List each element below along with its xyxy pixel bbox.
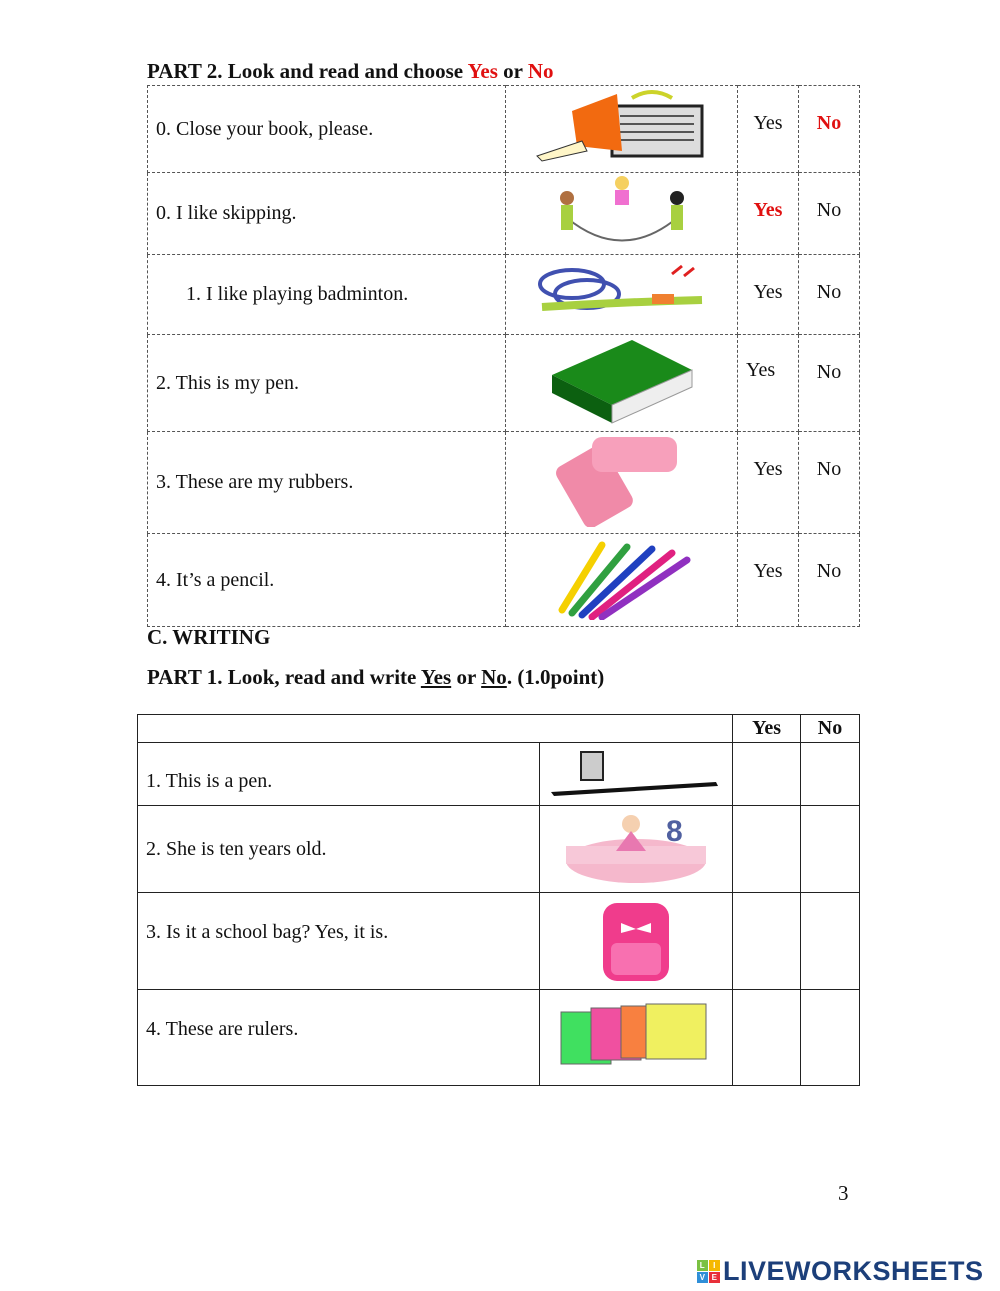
yes-answer-cell[interactable] bbox=[733, 990, 801, 1086]
table-row bbox=[138, 893, 860, 990]
yes-option[interactable]: Yes bbox=[738, 255, 799, 335]
title-or: or bbox=[451, 665, 482, 689]
sentence: 0. I like skipping. bbox=[148, 173, 506, 255]
no-answer-cell[interactable] bbox=[801, 743, 860, 806]
sentence: 3. These are my rubbers. bbox=[148, 432, 506, 534]
brand-name: LIVEWORKSHEETS bbox=[723, 1256, 984, 1286]
yes-answer-cell[interactable] bbox=[733, 806, 801, 893]
title-text: PART 1. Look, read and write bbox=[147, 665, 421, 689]
yes-answer-cell[interactable] bbox=[733, 743, 801, 806]
table-row bbox=[138, 743, 860, 806]
yes-option[interactable]: Yes bbox=[738, 534, 799, 627]
writing-table bbox=[137, 714, 860, 1086]
sentence: 4. These are rulers. bbox=[138, 990, 540, 1086]
fountain-pen-image bbox=[540, 743, 733, 806]
yes-option[interactable]: Yes bbox=[738, 86, 799, 173]
no-option[interactable]: No bbox=[799, 173, 860, 255]
logo-letter: V bbox=[697, 1272, 708, 1283]
part2-table bbox=[147, 85, 860, 627]
logo-letter: L bbox=[697, 1260, 708, 1271]
writing-heading: C. WRITING bbox=[147, 625, 271, 649]
school-bag-image bbox=[540, 893, 733, 990]
logo-icon bbox=[697, 1260, 720, 1283]
colored-pens-image bbox=[506, 534, 738, 627]
header-row bbox=[138, 715, 860, 743]
title-no: No bbox=[527, 59, 554, 83]
sentence: 3. Is it a school bag? Yes, it is. bbox=[138, 893, 540, 990]
logo-letter: E bbox=[709, 1272, 720, 1283]
table-row bbox=[148, 86, 860, 173]
no-answer-cell[interactable] bbox=[801, 893, 860, 990]
page-number: 3 bbox=[838, 1181, 849, 1205]
sentence: 4. It’s a pencil. bbox=[148, 534, 506, 627]
no-option[interactable]: No bbox=[799, 255, 860, 335]
birthday-cake-image bbox=[540, 806, 733, 893]
closing-book-image bbox=[506, 86, 738, 173]
title-text: PART 2. Look and read and choose bbox=[147, 59, 468, 83]
title-no: No bbox=[481, 665, 507, 689]
table-row bbox=[138, 990, 860, 1086]
title-yes: Yes bbox=[467, 59, 498, 83]
yes-option[interactable]: Yes bbox=[738, 432, 799, 534]
title-points: . (1.0point) bbox=[506, 665, 605, 689]
yes-column-header: Yes bbox=[733, 715, 801, 743]
notebooks-image bbox=[540, 990, 733, 1086]
table-row bbox=[148, 255, 860, 335]
no-option-selected[interactable]: No bbox=[799, 86, 860, 173]
no-answer-cell[interactable] bbox=[801, 806, 860, 893]
blank-header bbox=[138, 715, 733, 743]
title-or: or bbox=[497, 59, 528, 83]
logo-letter: I bbox=[709, 1260, 720, 1271]
writing-part1-title bbox=[147, 665, 604, 690]
sentence: 2. This is my pen. bbox=[148, 335, 506, 432]
green-book-image bbox=[506, 335, 738, 432]
yes-answer-cell[interactable] bbox=[733, 893, 801, 990]
pink-erasers-image bbox=[506, 432, 738, 534]
no-option[interactable]: No bbox=[799, 534, 860, 627]
table-row bbox=[148, 534, 860, 627]
table-row bbox=[148, 432, 860, 534]
children-skipping-image bbox=[506, 173, 738, 255]
no-option[interactable]: No bbox=[799, 335, 860, 432]
part2-title bbox=[147, 59, 554, 84]
sentence: 1. I like playing badminton. bbox=[148, 255, 506, 335]
sentence: 0. Close your book, please. bbox=[148, 86, 506, 173]
no-option[interactable]: No bbox=[799, 432, 860, 534]
table-row bbox=[148, 335, 860, 432]
table-row bbox=[138, 806, 860, 893]
liveworksheets-logo bbox=[697, 1256, 984, 1287]
svg-text:8: 8 bbox=[666, 815, 683, 848]
sentence: 1. This is a pen. bbox=[138, 743, 540, 806]
title-yes: Yes bbox=[420, 665, 452, 689]
no-column-header: No bbox=[801, 715, 860, 743]
badminton-rackets-image bbox=[506, 255, 738, 335]
sentence: 2. She is ten years old. bbox=[138, 806, 540, 893]
yes-option[interactable]: Yes bbox=[738, 335, 799, 432]
yes-option-selected[interactable]: Yes bbox=[738, 173, 799, 255]
table-row bbox=[148, 173, 860, 255]
no-answer-cell[interactable] bbox=[801, 990, 860, 1086]
